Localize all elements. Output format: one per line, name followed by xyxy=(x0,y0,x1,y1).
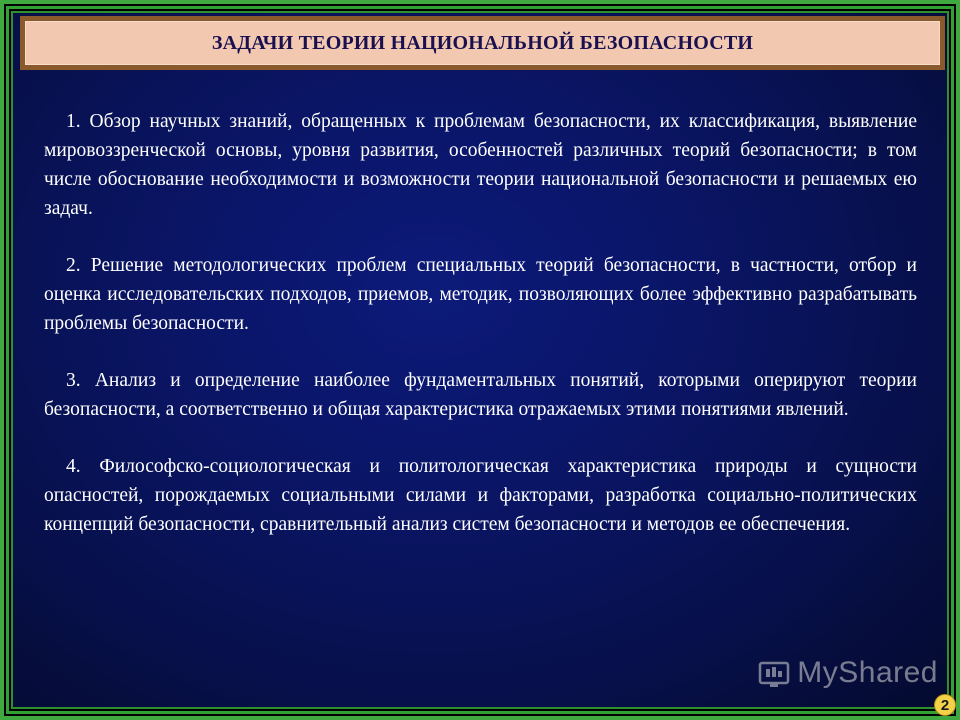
task-item-2: 2. Решение методологических проблем специальных теорий безопасности, в частности, отбор и оценка исследовательских подходов, приемов, методик, позволяющих более эффективно разрабатывать проблемы безопасности. xyxy=(44,255,917,334)
task-item-3: 3. Анализ и определение наиболее фундаментальных понятий, которыми оперируют теории безопасности, а соответственно и общая характеристика отражаемых этими понятиями явлений. xyxy=(44,370,917,420)
slide-content xyxy=(44,107,917,567)
myshared-logo-icon xyxy=(757,656,791,690)
title-panel xyxy=(25,21,940,65)
watermark-text: MyShared xyxy=(797,656,938,689)
watermark xyxy=(757,656,938,690)
title-bar xyxy=(20,16,945,70)
slide-title: ЗАДАЧИ ТЕОРИИ НАЦИОНАЛЬНОЙ БЕЗОПАСНОСТИ xyxy=(211,31,754,54)
page-number-badge: 2 xyxy=(934,694,956,716)
task-item-1: 1. Обзор научных знаний, обращенных к проблемам безопасности, их классификация, выявление мировоззренческой основы, уровня развития, особенностей различных теорий безопасности; в том числе обоснование необходимости и возможности теории национальной безопасности и решаемых ею задач. xyxy=(44,111,917,219)
task-item-4: 4. Философско-социологическая и политологическая характеристика природы и сущности опасностей, порождаемых социальными силами и факторами, разработка социально-политических концепций безопасности, сравнительный анализ систем безопасности и методов ее обеспечения. xyxy=(44,456,917,535)
